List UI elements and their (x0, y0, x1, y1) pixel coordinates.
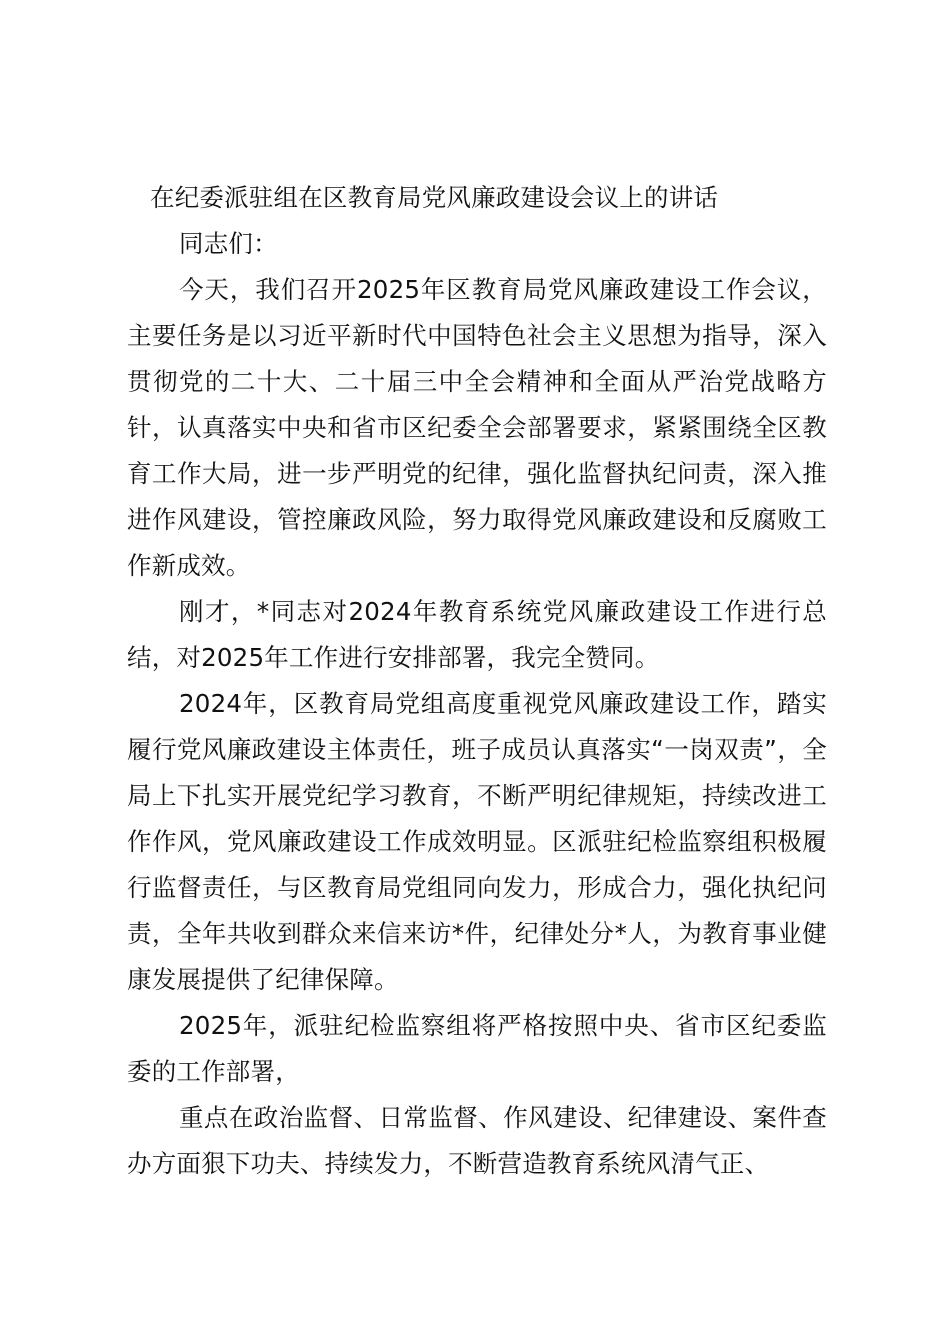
paragraph-opening: 今天，我们召开2025年区教育局党风廉政建设工作会议，主要任务是以习近平新时代中国特色社会主义思想为指导，深入贯彻党的二十大、二十届三中全会精神和全面从严治党战略方针，认真落实中央和省市区纪委全会部署要求，紧紧围绕全区教育工作大局，进一步严明党的纪律，强化监督执纪问责，深入推进作风建设，管控廉政风险，努力取得党风廉政建设和反腐败工作新成效。 (127, 275, 827, 580)
document-title: 在纪委派驻组在区教育局党风廉政建设会议上的讲话 (150, 183, 719, 212)
salutation: 同志们： (179, 229, 278, 258)
document-body (127, 175, 827, 1187)
paragraph-summary-endorsement: 刚才，*同志对2024年教育系统党风廉政建设工作进行总结，对2025年工作进行安排部署，我完全赞同。 (127, 597, 827, 672)
paragraph-2025-plan: 2025年，派驻纪检监察组将严格按照中央、省市区纪委监委的工作部署， (127, 1011, 827, 1086)
paragraph-key-focus: 重点在政治监督、日常监督、作风建设、纪律建设、案件查办方面狠下功夫、持续发力，不断营造教育系统风清气正、 (127, 1103, 827, 1178)
paragraph-2024-review: 2024年，区教育局党组高度重视党风廉政建设工作，踏实履行党风廉政建设主体责任，班子成员认真落实“一岗双责”，全局上下扎实开展党纪学习教育，不断严明纪律规矩，持续改进工作作风，党风廉政建设工作成效明显。区派驻纪检监察组积极履行监督责任，与区教育局党组同向发力，形成合力，强化执纪问责，全年共收到群众来信来访*件，纪律处分*人，为教育事业健康发展提供了纪律保障。 (127, 689, 827, 994)
